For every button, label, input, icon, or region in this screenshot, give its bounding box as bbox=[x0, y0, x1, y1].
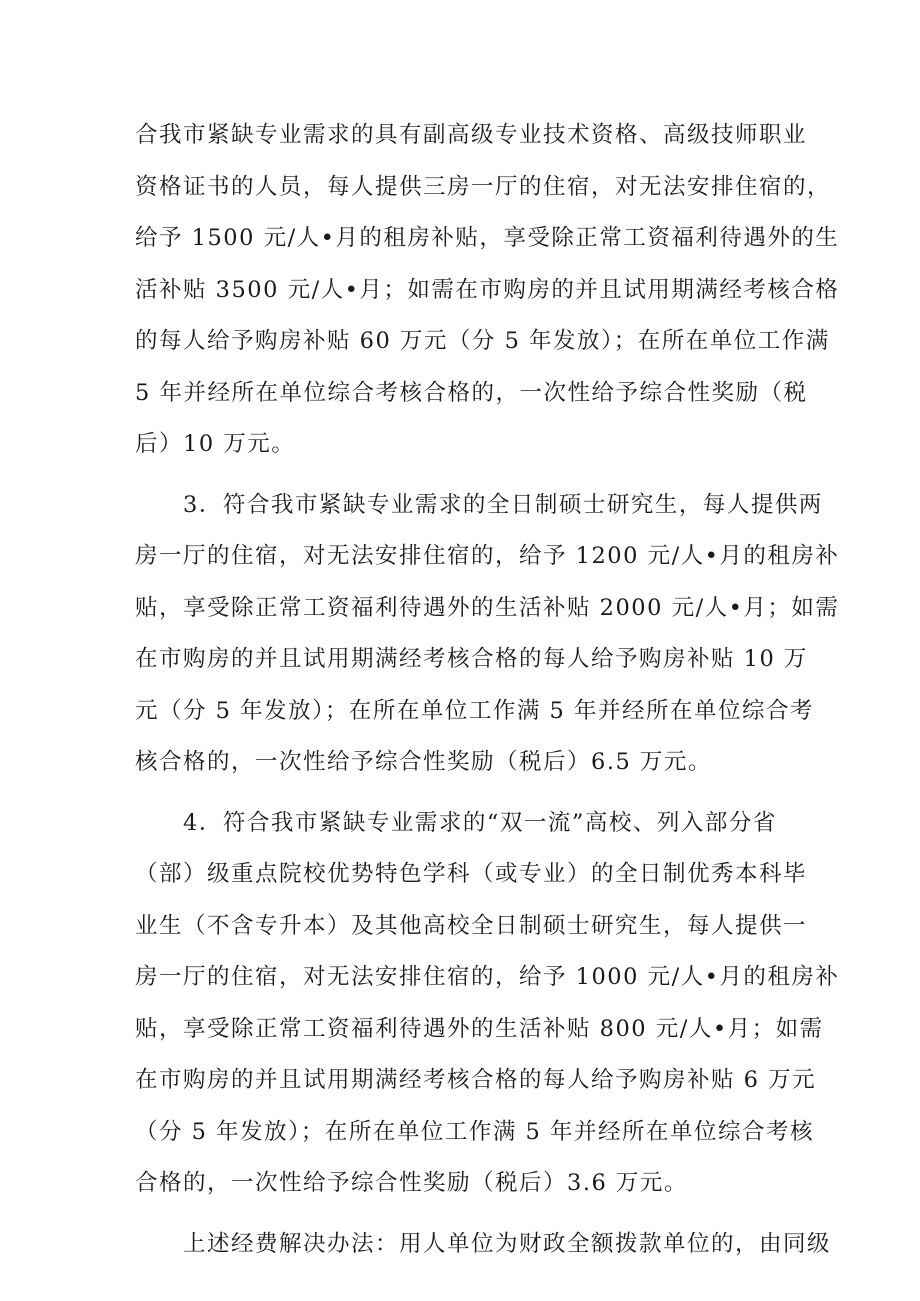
paragraph-gap bbox=[135, 789, 790, 798]
text-line: 5 年并经所在单位综合考核合格的，一次性给予综合性奖励（税 bbox=[135, 379, 808, 406]
text-line: 贴，享受除正常工资福利待遇外的生活补贴 2000 元/人•月；如需 bbox=[135, 594, 840, 621]
text-line: 元（分 5 年发放）；在所在单位工作满 5 年并经所在单位综合考 bbox=[135, 697, 814, 724]
text-line: 贴，享受除正常工资福利待遇外的生活补贴 800 元/人•月；如需 bbox=[135, 1015, 824, 1042]
text-line: 合格的，一次性给予综合性奖励（税后）3.6 万元。 bbox=[135, 1170, 688, 1196]
text-line: 给予 1500 元/人•月的租房补贴，享受除正常工资福利待遇外的生 bbox=[135, 225, 840, 251]
text-line: 房一厅的住宿，对无法安排住宿的，给予 1200 元/人•月的租房补 bbox=[135, 543, 840, 569]
paragraph bbox=[135, 798, 840, 1210]
paragraph bbox=[135, 110, 840, 471]
paragraph bbox=[135, 480, 840, 789]
paragraph bbox=[135, 1219, 832, 1271]
text-line: 业生（不含专升本）及其他高校全日制硕士研究生，每人提供一 bbox=[135, 912, 808, 939]
document-body bbox=[135, 110, 840, 1270]
text-line: 3．符合我市紧缺专业需求的全日制硕士研究生，每人提供两 bbox=[183, 491, 823, 518]
paragraph-gap bbox=[135, 471, 790, 480]
text-line: （分 5 年发放）；在所在单位工作满 5 年并经所在单位综合考核 bbox=[135, 1118, 814, 1145]
text-line: 后）10 万元。 bbox=[135, 431, 296, 457]
text-line: 在市购房的并且试用期满经考核合格的每人给予购房补贴 10 万 bbox=[135, 646, 808, 672]
text-line: 在市购房的并且试用期满经考核合格的每人给予购房补贴 6 万元 bbox=[135, 1067, 817, 1093]
text-line: 合我市紧缺专业需求的具有副高级专业技术资格、高级技师职业 bbox=[135, 122, 808, 148]
text-line: 4．符合我市紧缺专业需求的“双一流”高校、列入部分省 bbox=[183, 809, 777, 836]
text-line: 活补贴 3500 元/人•月；如需在市购房的并且试用期满经考核合格 bbox=[135, 276, 840, 303]
text-line: 房一厅的住宿，对无法安排住宿的，给予 1000 元/人•月的租房补 bbox=[135, 964, 840, 990]
text-line: 的每人给予购房补贴 60 万元（分 5 年发放）；在所在单位工作满 bbox=[135, 328, 830, 354]
paragraph-gap bbox=[135, 1210, 790, 1219]
text-line: 核合格的，一次性给予综合性奖励（税后）6.5 万元。 bbox=[135, 749, 712, 775]
text-line: （部）级重点院校优势特色学科（或专业）的全日制优秀本科毕 bbox=[135, 861, 808, 887]
text-line: 资格证书的人员，每人提供三房一厅的住宿，对无法安排住宿的， bbox=[135, 173, 832, 200]
text-line: 上述经费解决办法：用人单位为财政全额拨款单位的，由同级 bbox=[183, 1230, 832, 1257]
